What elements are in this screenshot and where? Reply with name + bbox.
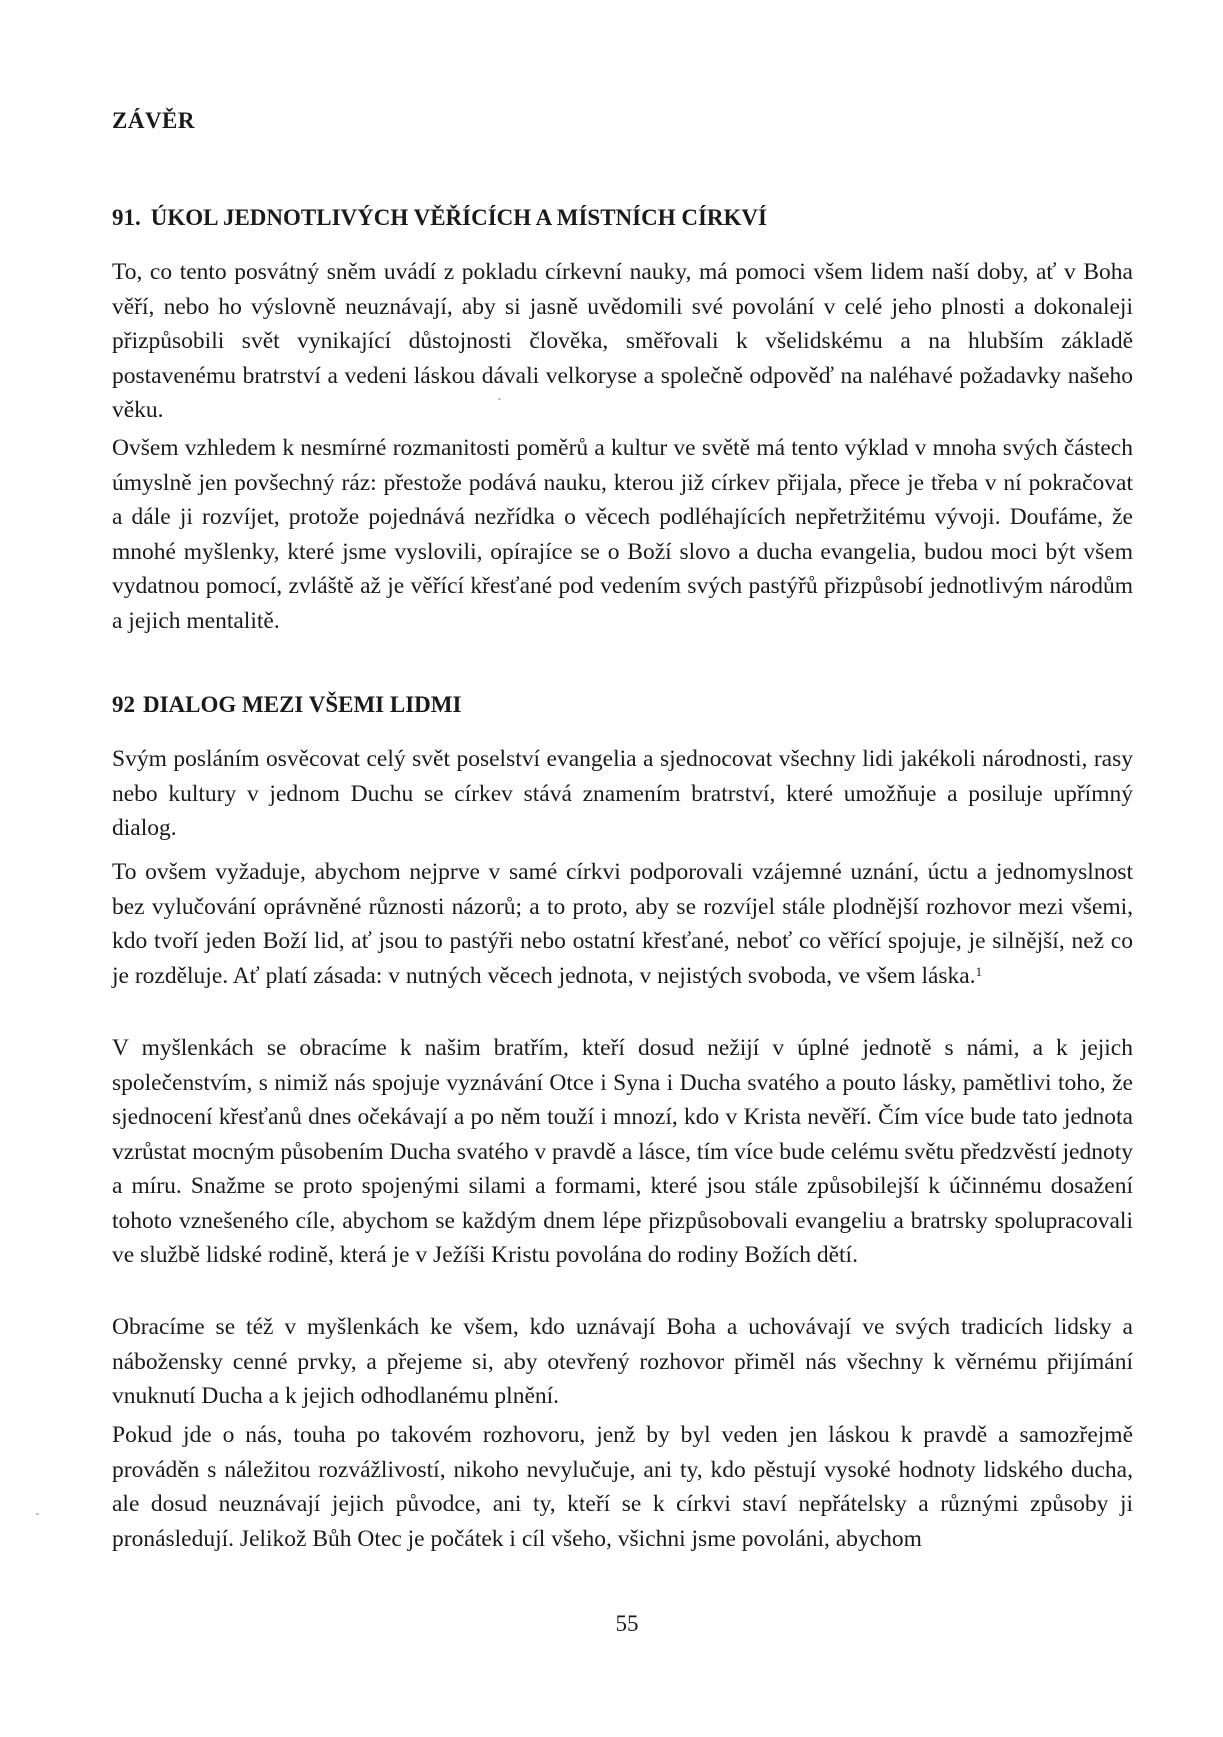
section-92-number: 92 [112,692,135,717]
section-92-heading [112,692,461,718]
footnote-marker: 1 [975,963,983,979]
section-92-paragraph-4: Obracíme se též v myšlenkách ke všem, kdo uznávají Boha a uchovávají ve svých tradicích lidsky a nábožensky cenné prvky, a přejeme si, aby otevřený rozhovor přiměl nás všechny k věrnému přijímání vnuknutí Ducha a k jejich odhodlanému plnění. [112,1314,1133,1409]
section-92-paragraph-2 [112,855,1133,993]
chapter-title: ZÁVĚR [112,108,196,133]
section-92-paragraph-2-text: To ovšem vyžaduje, abychom nejprve v samé církvi podporovali vzájemné uznání, úctu a jednomyslnost bez vylučování oprávněné různosti názorů; a to proto, aby se rozvíjel stále plodnější rozhovor mezi všemi, kdo tvoří jeden Boží lid, ať jsou to pastýři nebo ostatní křesťané, neboť co věřící spojuje, je silnější, než co je rozděluje. Ať platí zásada: v nutných věcech jednota, v nejistých svoboda, ve všem láska. [112,859,1133,989]
page-number: 55 [615,1611,639,1636]
section-91-title: ÚKOL JEDNOTLIVÝCH VĚŘÍCÍCH A MÍSTNÍCH CÍRKVÍ [150,205,767,230]
section-92-paragraph-1: Svým posláním osvěcovat celý svět poselství evangelia a sjednocovat všechny lidi jakékoli národnosti, rasy nebo kultury v jednom Duchu se církev stává znamením bratrství, které umožňuje a posiluje upřímný dialog. [112,746,1133,841]
section-92-paragraph-5: Pokud jde o nás, touha po takovém rozhovoru, jenž by byl veden jen láskou k pravdě a samozřejmě prováděn s náležitou rozvážlivostí, nikoho nevylučuje, ani ty, kdo pěstují vysoké hodnoty lidského ducha, ale dosud neuznávají jejich původce, ani ty, kteří se k církvi staví nepřátelsky a různými způsoby ji pronásledují. Jelikož Bůh Otec je počátek i cíl všeho, všichni jsme povoláni, abychom [112,1422,1133,1552]
section-92-title: DIALOG MEZI VŠEMI LIDMI [143,692,462,717]
scan-speck [498,398,501,400]
section-91-heading [112,205,767,231]
section-92-paragraph-3: V myšlenkách se obracíme k našim bratřím, kteří dosud nežijí v úplné jednotě s námi, a k jejich společenstvím, s nimiž nás spojuje vyznávání Otce i Syna i Ducha svatého a pouto lásky, pamětlivi toho, že sjednocení křesťanů dnes očekávají a po něm touží i mnozí, kdo v Krista nevěří. Čím více bude tato jednota vzrůstat mocným působením Ducha svatého v pravdě a lásce, tím více bude celému světu předzvěstí jednoty a míru. Snažme se proto spojenými silami a formami, které jsou stále způsobilejší k účinnému dosažení tohoto vznešeného cíle, abychom se každým dnem lépe přizpůsobovali evangeliu a bratrsky spolupracovali ve službě lidské rodině, která je v Ježíši Kristu povolána do rodiny Božích dětí. [112,1035,1133,1268]
section-91-paragraph-2: Ovšem vzhledem k nesmírné rozmanitosti poměrů a kultur ve světě má tento výklad v mnoha svých částech úmyslně jen povšechný ráz: přestože podává nauku, kterou již církev přijala, přece je třeba v ní pokračovat a dále ji rozvíjet, protože pojednává nezřídka o věcech podléhajících nepřetržitému vývoji. Doufáme, že mnohé myšlenky, které jsme vyslovili, opírajíce se o Boží slovo a ducha evangelia, budou moci být všem vydatnou pomocí, zvláště až je věřící křesťané pod vedením svých pastýřů přizpůsobí jednotlivým národům a jejich mentalitě. [112,435,1133,634]
section-91-paragraph-1: To, co tento posvátný sněm uvádí z pokladu církevní nauky, má pomoci všem lidem naší doby, ať v Boha věří, nebo ho výslovně neuznávají, aby si jasně uvědomili své povolání v celé jeho plnosti a dokonaleji přizpůsobili svět vynikající důstojnosti člověka, směřovali k všelidskému a na hlubším základě postavenému bratrství a vedeni láskou dávali velkoryse a společně odpověď na naléhavé požadavky našeho věku. [112,259,1133,423]
document-page [112,0,1133,1737]
section-91-number: 91. [112,205,141,230]
scan-speck [36,1513,39,1515]
